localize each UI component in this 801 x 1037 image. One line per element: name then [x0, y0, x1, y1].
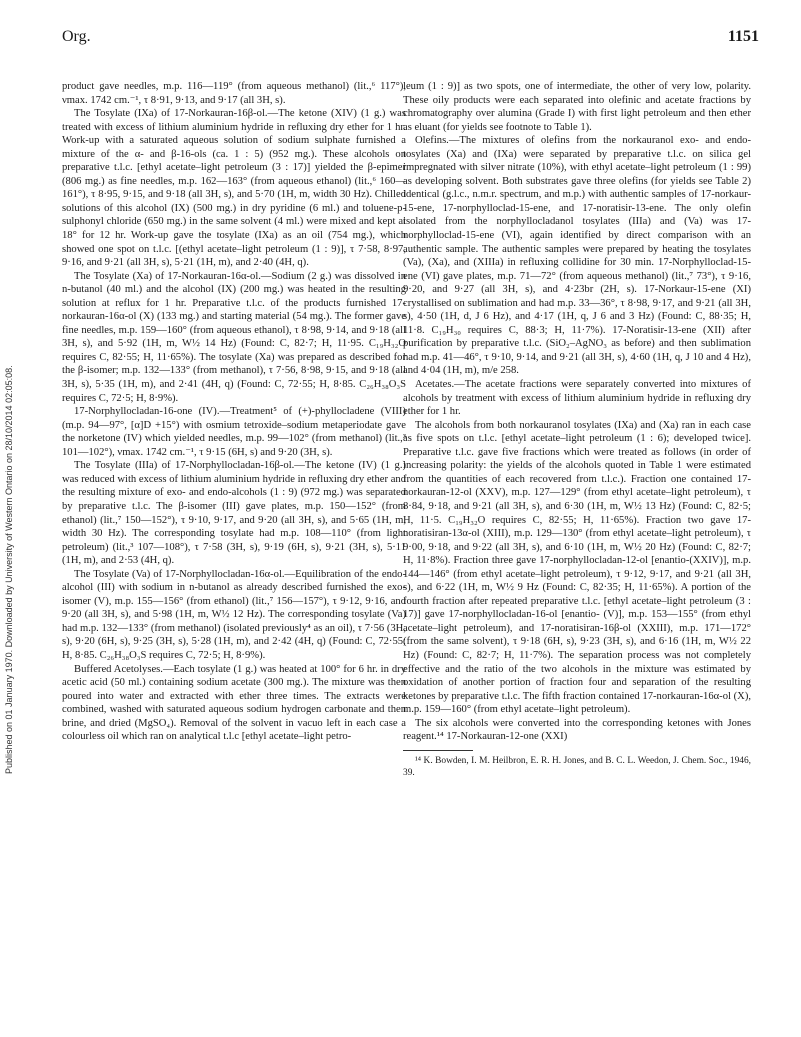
paragraph: 17-Norphyllocladan-16-one (IV).—Treatment⁵ of (+)-phyllocladene (VIII) (m.p. 94—97°, [α]D +15°) with osmium tetroxide–sodium metaperiodate gave the norketone (IV) which yielded needles, m.p. 99—102° (from methanol) (lit.,³ 101—102°), νmax. 1742 cm.⁻¹, τ 9·15 (6H, s) and 9·20 (3H, s).	[62, 406, 406, 458]
paragraph: The Tosylate (Xa) of 17-Norkauran-16α-ol.—Sodium (2 g.) was dissolved in n-butanol (40 ml.) and the alcohol (IX) (200 mg.) was heated in the resulting solution at reflux for 1 hr. Preparative t.l.c. of the products furnished 17-norkauran-16α-ol (X) (133 mg.) and starting material (54 mg.). The former gave fine needles, m.p. 159—160° (from aqueous ethanol), τ 8·98, 9·14, and 9·18 (all 3H, s), and 5·92 (1H, m, W½ 14 Hz) (Found: C, 82·7; H, 11·95. C₁₉H₃₂O requires C, 82·55; H, 11·65%). The tosylate (Xa) was prepared as described for the β-isomer; m.p. 132—133° (from methanol), τ 7·56, 8·98, 9·15, and 9·18 (all 3H, s), 5·35 (1H, m), and 2·41 (4H, q) (Found: C, 72·55; H, 8·85. C₂₆H₃₈O₃S requires C, 72·5; H, 8·9%).	[62, 270, 406, 404]
page-number: 1151	[727, 28, 759, 45]
paragraph: Buffered Acetolyses.—Each tosylate (1 g.) was heated at 100° for 6 hr. in dry acetic acid (50 ml.) containing sodium acetate (300 mg.). The mixture was then poured into water and extracted with ether three times. The extracts were combined, washed with saturated aqueous sodium hydrogen carbonate and then brine, and dried (MgSO₄). Removal of the solvent in vacuo left in each case a colourless oil which ran on analytical t.l.c [ethyl acetate–light petro-	[62, 663, 406, 743]
paragraph: leum (1 : 9)] as two spots, one of intermediate, the other of very low, polarity. These oily products were each separated into olefinic and acetate fractions by chromatography over alumina (Grade I) with first light petroleum and then ether as eluant (for yields see footnote to Table 1).	[403, 81, 751, 133]
footnote-divider	[403, 750, 473, 751]
paragraph: Olefins.—The mixtures of olefins from the norkauranol exo- and endo-tosylates (Xa) and (IXa) were separated by preparative t.l.c. on silica gel impregnated with silver nitrate (10%), with ethyl acetate–light petroleum (1 : 99) as developing solvent. Both substrates gave three olefins (for yields see Table 2) identical (g.l.c., n.m.r. spectrum, and m.p.) with authentic samples of 17-norkaur-15-ene, 17-norphylloclad-15-ene, and 17-noratisir-13-ene. The only olefin isolated from the norphyllocladanol tosylates (IIIa) and (Va) was 17-norphylloclad-15-ene (VI), again identified by direct comparison with an authentic sample. The authentic samples were prepared by heating the tosylates (Va), (Xa), and (XIIIa) in refluxing collidine for 30 min. 17-Norphylloclad-15-ene (VI) gave plates, m.p. 71—72° (from aqueous methanol) (lit.,⁷ 73°), τ 9·16, 9·20, and 9·27 (all 3H, s), and 4·23br (2H, s). 17-Norkaur-15-ene (XI) crystallised on sublimation and had m.p. 33—36°, τ 8·98, 9·17, and 9·21 (all 3H, s), 4·50 (1H, d, J 6 Hz), and 4·17 (1H, q, J 6 and 3 Hz) (Found: C, 88·35; H, 11·8. C₁₉H₃₀ requires C, 88·3; H, 11·7%). 17-Noratisir-13-ene (XII) after purification by preparative t.l.c. (SiO₂–AgNO₃ as before) and then sublimation had m.p. 41—46°, τ 9·10, 9·14, and 9·21 (all 3H, s), 4·60 (1H, q, J 10 and 4 Hz), and 4·04 (1H, m), m/e 258.	[403, 135, 751, 377]
paragraph: The Tosylate (IIIa) of 17-Norphyllocladan-16β-ol.—The ketone (IV) (1 g.) was reduced with excess of lithium aluminium hydride in refluxing dry ether and the resulting mixture of exo- and endo-alcohols (1 : 9) (972 mg.) was separated by preparative t.l.c. The β-isomer (III) gave plates, m.p. 150—152° (from ethanol) (lit.,⁷ 150—152°), τ 9·10, 9·17, and 9·20 (all 3H, s), and 5·65 (1H, m, width 30 Hz). The corresponding tosylate had m.p. 108—110° (from light petroleum) (lit.,³ 107—108°), τ 7·58 (3H, s), 9·19 (6H, s), 9·21 (3H, s), 5·11 (1H, m), and 2·53 (4H, q).	[62, 460, 406, 567]
footnote: ¹⁴ K. Bowden, I. M. Heilbron, E. R. H. Jones, and B. C. L. Weedon, J. Chem. Soc., 1946, 39.	[403, 755, 751, 778]
right-column	[403, 80, 751, 779]
paragraph: The Tosylate (Va) of 17-Norphyllocladan-16α-ol.—Equilibration of the endo-alcohol (III) with sodium in n-butanol as already described furnished the exo-isomer (V), m.p. 155—156° (from ethanol) (lit.,⁷ 156—157°), τ 9·12, 9·16, and 9·20 (all 3H, s), and 5·98 (1H, m, W½ 12 Hz). The corresponding tosylate (Va) had m.p. 132—133° (from methanol) (isolated previously⁴ as an oil), τ 7·56 (3H, s), 9·20 (6H, s), 9·25 (3H, s), 5·28 (1H, m), and 2·42 (4H, q) (Found: C, 72·55; H, 8·85. C₂₆H₃₈O₃S requires C, 72·5; H, 8·9%).	[62, 568, 406, 661]
page-header	[62, 28, 759, 52]
paragraph: product gave needles, m.p. 116—119° (from aqueous methanol) (lit.,⁶ 117°), νmax. 1742 cm.⁻¹, τ 8·91, 9·13, and 9·17 (all 3H, s).	[62, 81, 406, 106]
left-column	[62, 80, 406, 744]
paragraph: The six alcohols were converted into the corresponding ketones with Jones reagent.¹⁴ 17-Norkauran-12-one (XXI)	[403, 717, 751, 743]
journal-abbreviation: Org.	[62, 28, 91, 45]
download-notice: Published on 01 January 1970. Downloaded by University of Western Ontario on 28/10/2014 02:05:08.	[4, 365, 14, 775]
paragraph: Acetates.—The acetate fractions were separately converted into mixtures of alcohols by treatment with excess of lithium aluminium hydride in refluxing dry ether for 1 hr.	[403, 379, 751, 418]
paragraph: The alcohols from both norkauranol tosylates (IXa) and (Xa) ran in each case as five spots on t.l.c. [ethyl acetate–light petroleum (1 : 6); developed twice]. Preparative t.l.c. gave five fractions which were treated as follows (in order of increasing polarity: the yields of the alcohols quoted in Table 1 were estimated from the quantities of each recovered from t.l.c.). Fraction one contained 17-norkauran-12-ol (XXV), m.p. 127—129° (from ethyl acetate–light petroleum), τ 8·84, 9·18, and 9·21 (all 3H, s), and 6·30 (1H, m, W½ 13 Hz) (Found: C, 82·5; H, 11·5. C₁₉H₃₂O requires C, 82·55; H, 11·65%). Fraction two gave 17-noratisiran-13α-ol (XIII), m.p. 129—130° (from ethyl acetate–light petroleum), τ 9·00, 9·18, and 9·22 (all 3H, s), and 6·10 (1H, m, W½ 20 Hz) (Found: C, 82·7; H, 11·8%). Fraction three gave 17-norphyllocladan-12-ol [enantio-(XXIV)], m.p. 144—146° (from ethyl acetate–light petroleum), τ 9·12, 9·17, and 9·21 (all 3H, s), and 6·22 (1H, m, W½ 9 Hz (Found: C, 82·35; H, 11·65%). A portion of the fourth fraction after repeated preparative t.l.c. [ethyl acetate–light petroleum (3 : 17)] gave 17-norphyllocladan-16-ol [enantio- (V)], m.p. 153—155° (from ethyl acetate–light petroleum), and 17-noratisiran-16β-ol (XXIII), m.p. 171—172° (from the same solvent), τ 9·18 (6H, s), 9·23 (3H, s), and 6·16 (1H, m, W½ 22 Hz) (Found: C, 82·7; H, 11·7%). The separation process was not completely effective and the ratio of the two alcohols in the mixture was estimated by oxidation of another portion of fraction four and separation of the resulting ketones by preparative t.l.c. The fifth fraction contained 17-norkauran-16α-ol (X), m.p. 159—160° (from ethyl acetate–light petroleum).	[403, 419, 751, 716]
paragraph: The Tosylate (IXa) of 17-Norkauran-16β-ol.—The ketone (XIV) (1 g.) was treated with excess of lithium aluminium hydride in refluxing dry ether for 1 hr. Work-up with a saturated aqueous solution of sodium sulphate furnished a mixture of the α- and β-16-ols (ca. 1 : 5) (952 mg.). These alcohols on preparative t.l.c. [ethyl acetate–light petroleum (3 : 17)] yielded the β-epimer (806 mg.) as fine needles, m.p. 162—163° (from aqueous ethanol) (lit.,⁶ 160—161°), τ 8·95, 9·15, and 9·18 (all 3H, s), and 5·70 (1H, m, width 30 Hz). Chilled solutions of this alcohol (IX) (500 mg.) in dry pyridine (6 ml.) and toluene-p-sulphonyl chloride (650 mg.) in the same solvent (4 ml.) were mixed and kept at 18° for 12 hr. Work-up gave the tosylate (IXa) as an oil (754 mg.), which showed one spot on t.l.c. [(ethyl acetate–light petroleum (1 : 9)], τ 7·58, 8·97, 9·16, and 9·21 (all 3H, s), 5·21 (1H, m), and 2·40 (4H, q).	[62, 108, 406, 269]
